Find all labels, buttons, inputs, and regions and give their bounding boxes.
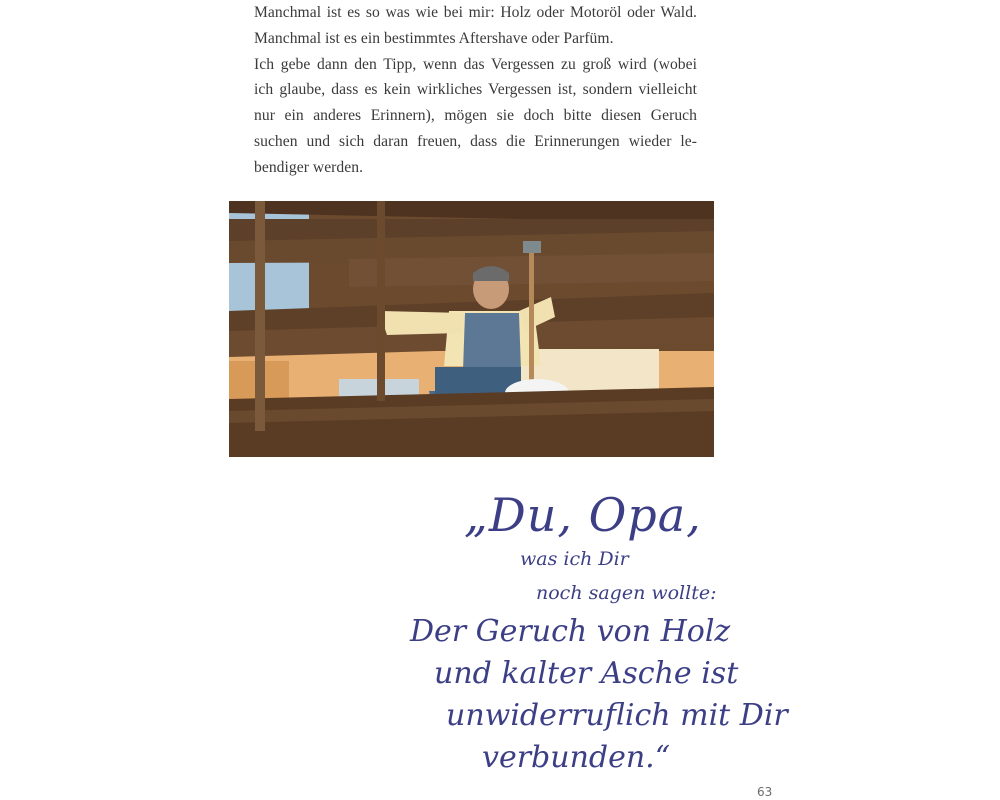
page-number: 63 (757, 785, 773, 799)
paragraph-1 (241, 0, 697, 52)
quote-line: unwiderruflich mit Dir (446, 698, 788, 733)
text-line: ich glaube, dass es kein wirkliches Vergessen ist, sondern vielleicht (254, 81, 697, 99)
photo-man-on-scaffold (229, 201, 714, 457)
quote-line: „Du, Opa, (464, 488, 702, 542)
text-line: Manchmal ist es so was wie bei mir: Holz oder Motoröl oder Wald. (254, 4, 697, 21)
paragraph-2 (241, 52, 697, 181)
body-text (241, 0, 697, 181)
text-line: Ich gebe dann den Tipp, wenn das Vergessen zu groß wird (wobei (254, 55, 697, 73)
quote-line: und kalter Asche ist (434, 656, 739, 691)
photo-illustration (229, 201, 714, 457)
text-line: Manchmal ist es ein bestimmtes Aftershave oder Parfüm. (254, 29, 614, 47)
text-line: nur ein anderes Erinnern), mögen sie doch bitte diesen Geruch (254, 107, 697, 125)
quote-line: was ich Dir (520, 548, 629, 570)
text-line: bendiger werden. (254, 158, 364, 176)
handwritten-quote (400, 478, 820, 778)
text-line: suchen und sich daran freuen, dass die Erinnerungen wieder le- (254, 132, 697, 150)
quote-line: verbunden.“ (482, 740, 671, 775)
quote-line: noch sagen wollte: (536, 582, 717, 604)
quote-line: Der Geruch von Holz (410, 614, 731, 649)
